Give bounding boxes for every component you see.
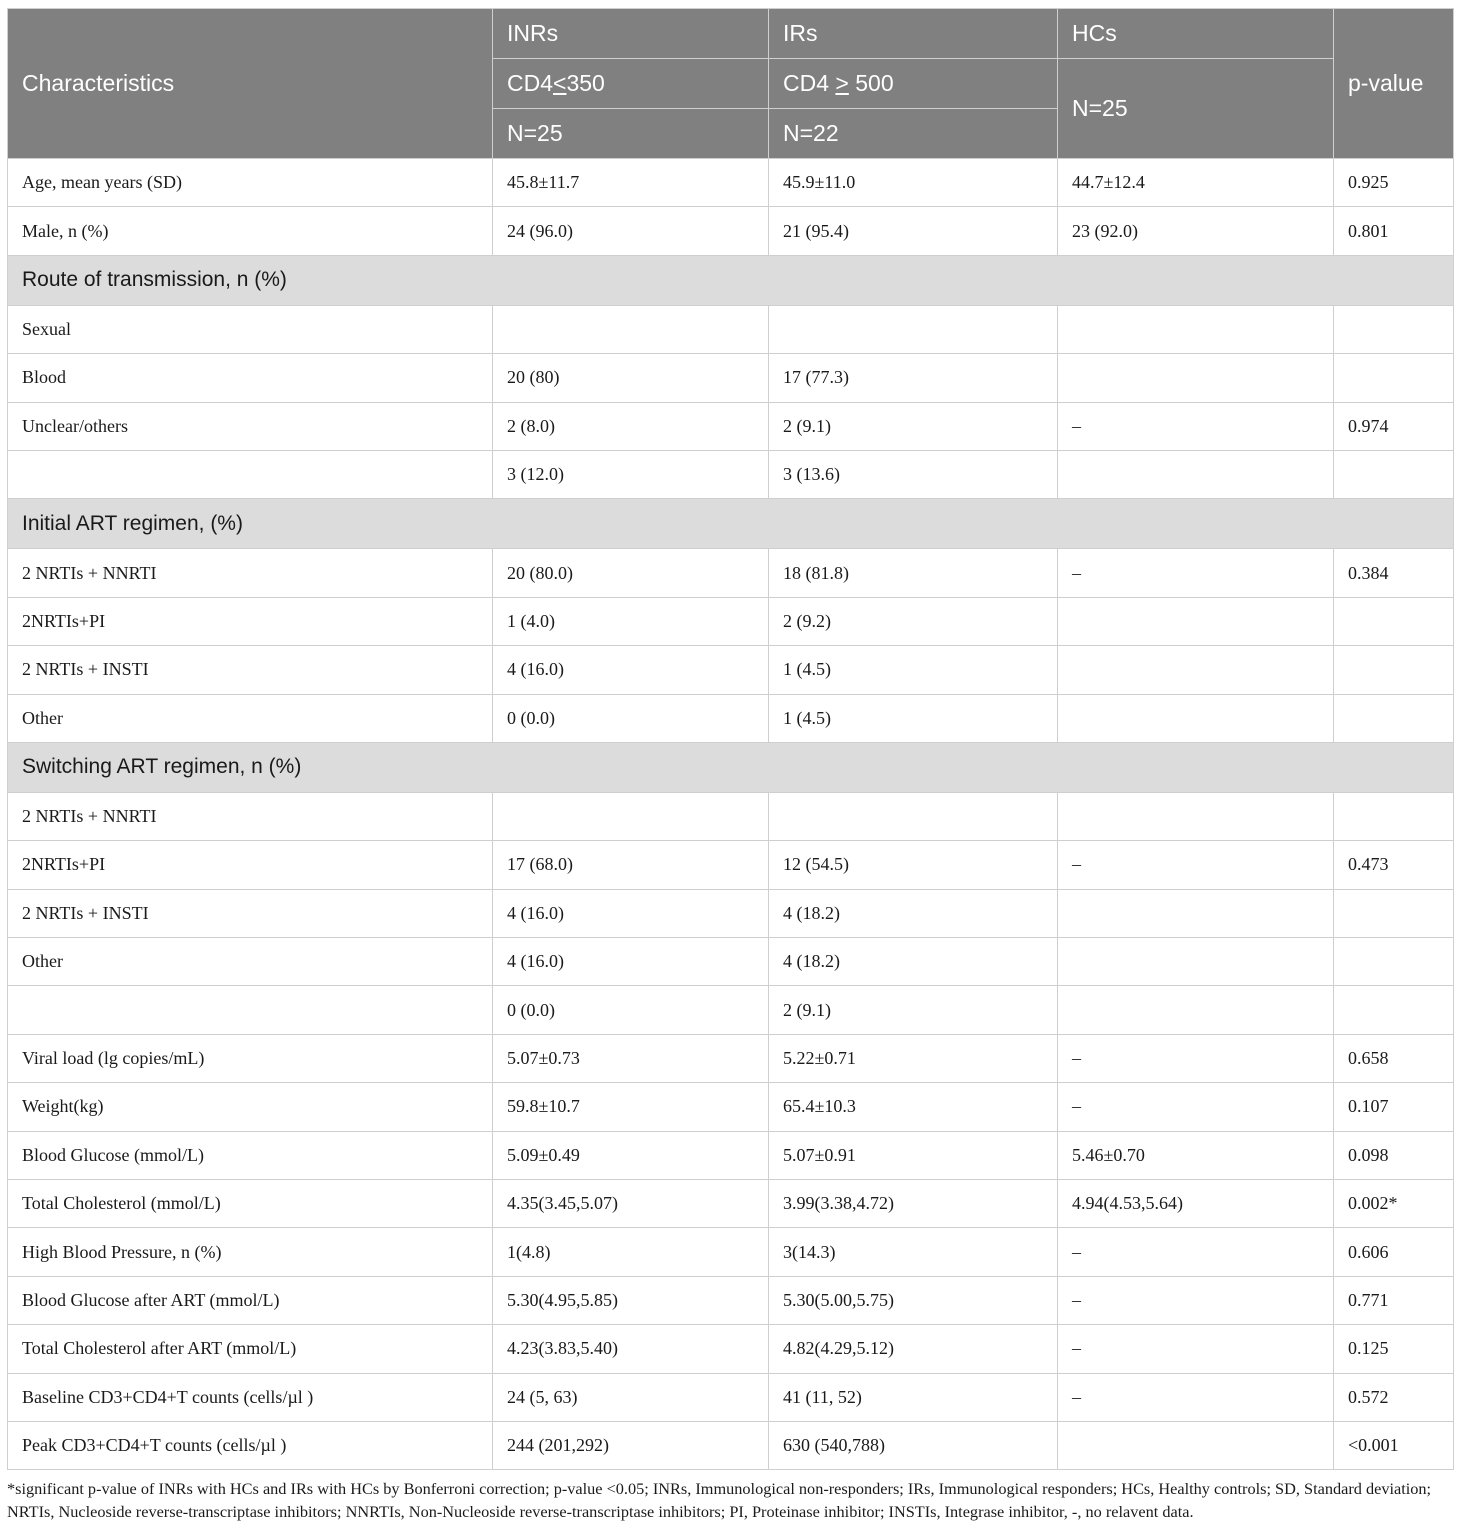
inrs-cell: 24 (5, 63) (493, 1373, 769, 1421)
inrs-cell (493, 305, 769, 353)
table-header (8, 9, 1454, 159)
hcs-cell: 5.46±0.70 (1058, 1131, 1334, 1179)
hcs-cell (1058, 986, 1334, 1034)
row-label-cell: Sexual (8, 305, 493, 353)
table-row (8, 938, 1454, 986)
pvalue-cell (1334, 305, 1454, 353)
pvalue-cell: <0.001 (1334, 1421, 1454, 1469)
irs-cell: 2 (9.2) (769, 597, 1058, 645)
inrs-cell: 1(4.8) (493, 1228, 769, 1276)
hcs-cell (1058, 938, 1334, 986)
irs-cell: 2 (9.1) (769, 986, 1058, 1034)
hcs-cell (1058, 305, 1334, 353)
inrs-cell: 0 (0.0) (493, 986, 769, 1034)
inrs-cell: 244 (201,292) (493, 1421, 769, 1469)
table-row (8, 694, 1454, 742)
row-label-cell: Male, n (%) (8, 207, 493, 255)
hcs-cell: – (1058, 402, 1334, 450)
pvalue-cell (1334, 354, 1454, 402)
table-row (8, 1421, 1454, 1469)
pvalue-cell (1334, 938, 1454, 986)
pvalue-cell: 0.384 (1334, 549, 1454, 597)
irs-cell (769, 305, 1058, 353)
table-body (8, 159, 1454, 1470)
irs-cell: 4.82(4.29,5.12) (769, 1325, 1058, 1373)
row-label-cell: High Blood Pressure, n (%) (8, 1228, 493, 1276)
pvalue-cell (1334, 889, 1454, 937)
hcs-cell: – (1058, 1276, 1334, 1324)
irs-cell: 3.99(3.38,4.72) (769, 1180, 1058, 1228)
hcs-cell: 44.7±12.4 (1058, 159, 1334, 207)
row-label-cell: Total Cholesterol after ART (mmol/L) (8, 1325, 493, 1373)
hcs-cell: – (1058, 1034, 1334, 1082)
inrs-cell: 0 (0.0) (493, 694, 769, 742)
irs-cell: 5.07±0.91 (769, 1131, 1058, 1179)
pvalue-cell (1334, 986, 1454, 1034)
section-title: Switching ART regimen, n (%) (8, 742, 1454, 792)
header-hcs-n: N=25 (1058, 59, 1334, 159)
hcs-cell (1058, 597, 1334, 645)
pvalue-cell (1334, 450, 1454, 498)
irs-cell: 21 (95.4) (769, 207, 1058, 255)
hcs-cell (1058, 450, 1334, 498)
table-row (8, 1228, 1454, 1276)
table-row (8, 1083, 1454, 1131)
irs-cell: 4 (18.2) (769, 889, 1058, 937)
pvalue-cell: 0.658 (1334, 1034, 1454, 1082)
header-hcs: HCs (1058, 9, 1334, 59)
irs-cell: 1 (4.5) (769, 646, 1058, 694)
row-label-cell: Weight(kg) (8, 1083, 493, 1131)
row-label-cell: Blood Glucose (mmol/L) (8, 1131, 493, 1179)
table-row (8, 1276, 1454, 1324)
inrs-cell: 4 (16.0) (493, 938, 769, 986)
row-label-cell: 2 NRTIs + NNRTI (8, 792, 493, 840)
section-header-row (8, 499, 1454, 549)
inrs-cell: 5.09±0.49 (493, 1131, 769, 1179)
section-header-row (8, 742, 1454, 792)
inrs-cell: 45.8±11.7 (493, 159, 769, 207)
row-label-cell: Age, mean years (SD) (8, 159, 493, 207)
section-title: Route of transmission, n (%) (8, 255, 1454, 305)
header-irs-n: N=22 (769, 109, 1058, 159)
section-title: Initial ART regimen, (%) (8, 499, 1454, 549)
table-row (8, 305, 1454, 353)
row-label-cell: Blood (8, 354, 493, 402)
row-label-cell: Blood Glucose after ART (mmol/L) (8, 1276, 493, 1324)
hcs-cell: – (1058, 1083, 1334, 1131)
table-row (8, 207, 1454, 255)
row-label-cell: Other (8, 938, 493, 986)
row-label-cell: 2NRTIs+PI (8, 841, 493, 889)
hcs-cell: – (1058, 1228, 1334, 1276)
irs-cell (769, 792, 1058, 840)
inrs-cell (493, 792, 769, 840)
table-row (8, 1373, 1454, 1421)
hcs-cell (1058, 354, 1334, 402)
row-label-cell: Peak CD3+CD4+T counts (cells/µl ) (8, 1421, 493, 1469)
table-row (8, 841, 1454, 889)
table-row (8, 1180, 1454, 1228)
row-label-cell (8, 450, 493, 498)
header-irs: IRs (769, 9, 1058, 59)
header-pvalue: p-value (1334, 9, 1454, 159)
table-row (8, 159, 1454, 207)
inrs-cell: 4 (16.0) (493, 889, 769, 937)
pvalue-cell: 0.473 (1334, 841, 1454, 889)
irs-cell: 5.30(5.00,5.75) (769, 1276, 1058, 1324)
hcs-cell: 23 (92.0) (1058, 207, 1334, 255)
pvalue-cell: 0.125 (1334, 1325, 1454, 1373)
inrs-cell: 20 (80) (493, 354, 769, 402)
table-row (8, 1325, 1454, 1373)
pvalue-cell: 0.098 (1334, 1131, 1454, 1179)
hcs-cell (1058, 694, 1334, 742)
pvalue-cell: 0.974 (1334, 402, 1454, 450)
irs-cell: 630 (540,788) (769, 1421, 1058, 1469)
inrs-cell: 4.23(3.83,5.40) (493, 1325, 769, 1373)
table-row (8, 450, 1454, 498)
pvalue-cell (1334, 792, 1454, 840)
hcs-cell (1058, 889, 1334, 937)
table-row (8, 1034, 1454, 1082)
inrs-cell: 24 (96.0) (493, 207, 769, 255)
inrs-cell: 2 (8.0) (493, 402, 769, 450)
table-row (8, 646, 1454, 694)
hcs-cell: – (1058, 1373, 1334, 1421)
irs-cell: 18 (81.8) (769, 549, 1058, 597)
irs-cell: 2 (9.1) (769, 402, 1058, 450)
table-row (8, 1131, 1454, 1179)
pvalue-cell: 0.002* (1334, 1180, 1454, 1228)
section-header-row (8, 255, 1454, 305)
inrs-cell: 20 (80.0) (493, 549, 769, 597)
hcs-cell: – (1058, 1325, 1334, 1373)
table-row (8, 889, 1454, 937)
inrs-cell: 17 (68.0) (493, 841, 769, 889)
inrs-cell: 5.07±0.73 (493, 1034, 769, 1082)
hcs-cell: – (1058, 549, 1334, 597)
table-row (8, 986, 1454, 1034)
pvalue-cell: 0.801 (1334, 207, 1454, 255)
table-footnote: *significant p-value of INRs with HCs and IRs with HCs by Bonferroni correction; p-value <0.05; INRs, Immunological non-responders; IRs, Immunological responders; HCs, Healthy controls; SD, Standard deviation; NRTIs, Nucleoside reverse-transcriptase inhibitors; NNRTIs, Non-Nucleoside reverse-transcriptase inhibitors; PI, Proteinase inhibitor; INSTIs, Integrase inhibitor, -, no relavent data. (7, 1479, 1432, 1521)
table-row (8, 549, 1454, 597)
row-label-cell: Other (8, 694, 493, 742)
table-row (8, 597, 1454, 645)
header-inrs-cd4: CD4<350 (493, 59, 769, 109)
header-inrs: INRs (493, 9, 769, 59)
pvalue-cell (1334, 646, 1454, 694)
row-label-cell (8, 986, 493, 1034)
pvalue-cell: 0.771 (1334, 1276, 1454, 1324)
table-row (8, 354, 1454, 402)
irs-cell: 65.4±10.3 (769, 1083, 1058, 1131)
pvalue-cell (1334, 694, 1454, 742)
inrs-cell: 3 (12.0) (493, 450, 769, 498)
pvalue-cell: 0.107 (1334, 1083, 1454, 1131)
pvalue-cell: 0.925 (1334, 159, 1454, 207)
hcs-cell: 4.94(4.53,5.64) (1058, 1180, 1334, 1228)
inrs-cell: 5.30(4.95,5.85) (493, 1276, 769, 1324)
inrs-cell: 4 (16.0) (493, 646, 769, 694)
irs-cell: 5.22±0.71 (769, 1034, 1058, 1082)
characteristics-table-container (7, 8, 1453, 1470)
pvalue-cell: 0.572 (1334, 1373, 1454, 1421)
inrs-cell: 4.35(3.45,5.07) (493, 1180, 769, 1228)
row-label-cell: 2NRTIs+PI (8, 597, 493, 645)
header-inrs-n: N=25 (493, 109, 769, 159)
hcs-cell (1058, 792, 1334, 840)
irs-cell: 4 (18.2) (769, 938, 1058, 986)
header-characteristics: Characteristics (8, 9, 493, 159)
table-row (8, 792, 1454, 840)
irs-cell: 12 (54.5) (769, 841, 1058, 889)
table-row (8, 402, 1454, 450)
characteristics-table (7, 8, 1454, 1470)
inrs-cell: 1 (4.0) (493, 597, 769, 645)
hcs-cell (1058, 1421, 1334, 1469)
irs-cell: 1 (4.5) (769, 694, 1058, 742)
irs-cell: 17 (77.3) (769, 354, 1058, 402)
irs-cell: 45.9±11.0 (769, 159, 1058, 207)
row-label-cell: Baseline CD3+CD4+T counts (cells/µl ) (8, 1373, 493, 1421)
row-label-cell: Total Cholesterol (mmol/L) (8, 1180, 493, 1228)
hcs-cell (1058, 646, 1334, 694)
row-label-cell: Viral load (lg copies/mL) (8, 1034, 493, 1082)
inrs-cell: 59.8±10.7 (493, 1083, 769, 1131)
row-label-cell: 2 NRTIs + NNRTI (8, 549, 493, 597)
irs-cell: 3 (13.6) (769, 450, 1058, 498)
irs-cell: 3(14.3) (769, 1228, 1058, 1276)
row-label-cell: 2 NRTIs + INSTI (8, 889, 493, 937)
pvalue-cell (1334, 597, 1454, 645)
hcs-cell: – (1058, 841, 1334, 889)
header-irs-cd4: CD4 > 500 (769, 59, 1058, 109)
pvalue-cell: 0.606 (1334, 1228, 1454, 1276)
row-label-cell: Unclear/others (8, 402, 493, 450)
irs-cell: 41 (11, 52) (769, 1373, 1058, 1421)
row-label-cell: 2 NRTIs + INSTI (8, 646, 493, 694)
